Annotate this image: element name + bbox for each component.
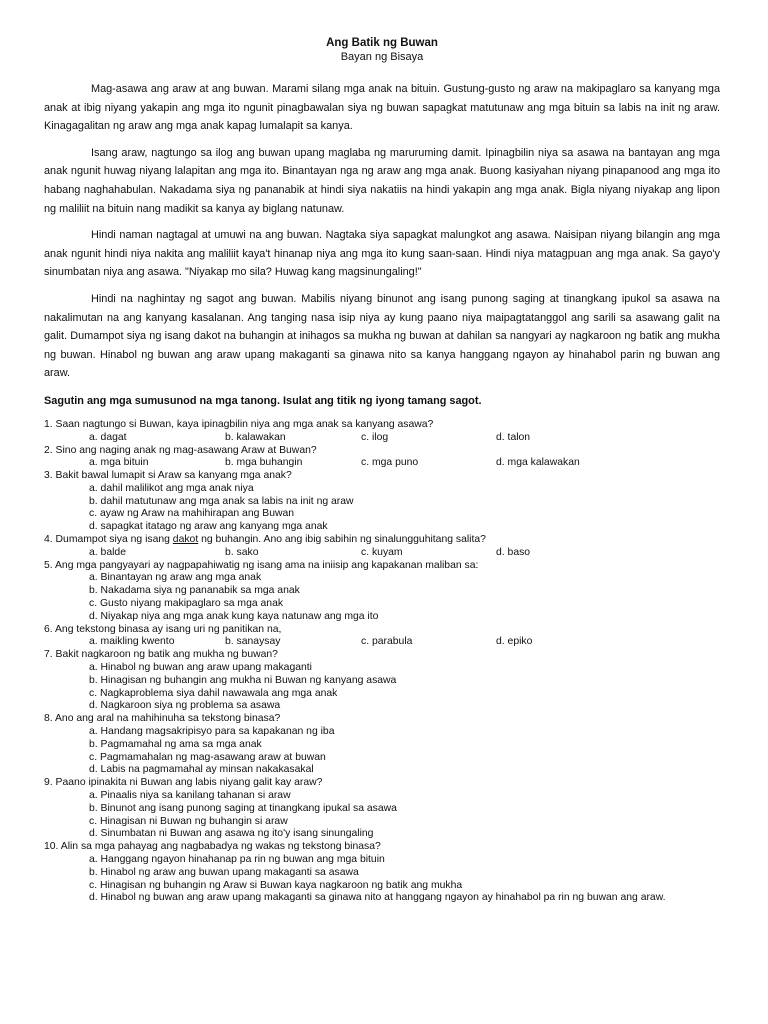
option-c: c. kuyam xyxy=(361,546,403,558)
option-c: c. Hinagisan ni Buwan ng buhangin si araw xyxy=(89,815,288,827)
option-d: d. Niyakap niya ang mga anak kung kaya natunaw ang mga ito xyxy=(89,610,379,622)
option-a: a. Hanggang ngayon hinahanap pa rin ng buwan ang mga bituin xyxy=(89,854,385,865)
option-a: a. Pinaalis niya sa kanilang tahanan si araw xyxy=(89,790,291,802)
question-2: 2. Sino ang naging anak ng mag-asawang Araw at Buwan? xyxy=(44,444,317,456)
option-d: d. Hinabol ng buwan ang araw upang makaganti sa ginawa nito at hanggang ngayon ay hinahabol pa rin ng buwan ang araw. xyxy=(89,892,666,904)
question-4-text-after: ng buhangin. Ano ang ibig sabihin ng sinalungguhitang salita? xyxy=(198,534,486,546)
option-a: a. maikling kwento xyxy=(89,636,175,648)
question-1-options xyxy=(44,432,720,445)
option-a: a. dagat xyxy=(89,431,127,443)
option-b: b. sanaysay xyxy=(225,636,281,648)
option-d: d. epiko xyxy=(496,636,533,648)
option-c: c. mga puno xyxy=(361,457,419,469)
question-9: 9. Paano ipinakita ni Buwan ang labis niyang galit kay araw? xyxy=(44,777,323,789)
question-4-text-before: 4. Dumampot siya ng isang xyxy=(44,534,173,546)
option-a: a. dahil malilikot ang mga anak niya xyxy=(89,482,254,494)
question-4-options xyxy=(44,547,720,560)
option-d: d. sapagkat itatago ng araw ang kanyang mga anak xyxy=(89,521,328,533)
question-8: 8. Ano ang aral na mahihinuha sa tekstong binasa? xyxy=(44,713,281,725)
story-paragraph-1: Mag-asawa ang araw at ang buwan. Marami silang mga anak na bituin. Gustung-gusto ng araw na makipaglaro sa kanyang mga anak at ibig niyang yakapin ang mga ito ngunit pinagbawalan siya ng buwan sapagkat matutunaw ang mga bituin sa labis na init ng araw. Kinagagalitan ng araw ang mga anak kapag lumalapit sa kanya. xyxy=(44,83,720,133)
option-b: b. Pagmamahal ng ama sa mga anak xyxy=(89,738,262,750)
underlined-word: dakot xyxy=(172,534,199,546)
option-d: d. baso xyxy=(496,546,531,558)
option-b: b. kalawakan xyxy=(225,431,286,443)
question-2-options xyxy=(44,457,720,470)
option-c: c. ayaw ng Araw na mahihirapan ang Buwan xyxy=(89,508,295,520)
question-list xyxy=(44,419,720,905)
option-d: d. mga kalawakan xyxy=(496,457,580,469)
option-b: b. Nakadama siya ng pananabik sa mga anak xyxy=(89,585,300,597)
option-b: b. dahil matutunaw ang mga anak sa labis na init ng araw xyxy=(89,495,354,507)
question-7: 7. Bakit nagkaroon ng batik ang mukha ng buwan? xyxy=(44,649,278,661)
document-subtitle: Bayan ng Bisaya xyxy=(340,51,424,63)
question-3: 3. Bakit bawal lumapit si Araw sa kanyang mga anak? xyxy=(44,470,292,482)
option-c: c. Hinagisan ng buhangin ng Araw si Buwan kaya nagkaroon ng batik ang mukha xyxy=(89,879,463,891)
question-6: 6. Ang tekstong binasa ay isang uri ng panitikan na, xyxy=(44,623,282,635)
option-b: b. Hinagisan ng buhangin ang mukha ni Buwan ng kanyang asawa xyxy=(89,674,397,686)
option-a: a. Hinabol ng buwan ang araw upang makaganti xyxy=(89,662,312,674)
option-c: c. Gusto niyang makipaglaro sa mga anak xyxy=(89,598,284,610)
option-b: b. Binunot ang isang punong saging at tinangkang ipukal sa asawa xyxy=(89,802,397,814)
question-5: 5. Ang mga pangyayari ay nagpapahiwatig ng isang ama na iniisip ang kapakanan maliban sa: xyxy=(44,559,479,571)
option-c: c. ilog xyxy=(361,431,389,443)
option-a: a. Binantayan ng araw ang mga anak xyxy=(89,572,262,584)
option-a: a. mga bituin xyxy=(89,457,149,469)
option-c: c. Nagkaproblema siya dahil nawawala ang mga anak xyxy=(89,687,338,699)
option-a: a. Handang magsakripisyo para sa kapakanan ng iba xyxy=(89,726,335,738)
document-title: Ang Batik ng Buwan xyxy=(326,37,438,49)
story-paragraph-2: Isang araw, nagtungo sa ilog ang buwan upang maglaba ng maruruming damit. Ipinagbilin niya sa asawa na bantayan ang mga anak ngunit huwag niyang lalapitan ang mga ito. Binantayan nga ng araw ang mga anak. Buong kasiyahan niyang pinapanood ang mga ito habang naghahabulan. Nakadama siya ng pananabik at hindi siya nakatiis na hindi yakapin ang mga anak. Bigla niyang niyakap ang lipon ng maliliit na bituin nang madikit sa kanya ay biglang natunaw. xyxy=(44,146,720,215)
option-c: c. Pagmamahalan ng mag-asawang araw at buwan xyxy=(89,751,326,763)
quiz-instructions: Sagutin ang mga sumusunod na mga tanong. Isulat ang titik ng iyong tamang sagot. xyxy=(44,394,482,407)
option-b: b. mga buhangin xyxy=(225,457,303,469)
question-10: 10. Alin sa mga pahayag ang nagbabadya ng wakas ng tekstong binasa? xyxy=(44,841,381,853)
story-paragraph-4: Hindi na naghintay ng sagot ang buwan. Mabilis niyang binunot ang isang punong saging at tinangkang ipukol sa asawa na nakalimutan na ang kanyang kasalanan. Ang tanging nasa isip niya ay kung paano niya maipagtatanggol ang sarili sa asawang galit na galit. Dumampot siya ng isang dakot na buhangin at inihagos sa mukha ng buwan at dahilan sa nangyari ay nagkaroon ng batik ang mukha ng buwan. Hinabol ng buwan ang araw upang makaganti sa ginawa nito sa kanya hanggang ngayon ay hinahabol parin ng buwan ang araw. xyxy=(44,292,720,380)
option-b: b. sako xyxy=(225,546,259,558)
question-6-options xyxy=(44,636,720,649)
story-paragraph-3: Hindi naman nagtagal at umuwi na ang buwan. Nagtaka siya sapagkat malungkot ang asawa. Naisipan niyang bilangin ang mga anak ngunit hindi niya nakita ang maliliit kaya't hinanap niya ang mga ito kung saan-saan. Hindi niya matagpuan ang mga anak. Sa gayo'y sinumbatan niya ang asawa. "Niyakap mo sila? Huwag kang magsinungaling!" xyxy=(44,229,720,279)
option-d: d. Sinumbatan ni Buwan ang asawa ng ito'y isang sinungaling xyxy=(89,828,374,840)
option-a: a. balde xyxy=(89,546,126,558)
question-4 xyxy=(44,534,720,547)
option-b: b. Hinabol ng araw ang buwan upang makaganti sa asawa xyxy=(89,866,359,878)
option-c: c. parabula xyxy=(361,636,413,648)
option-d: d. talon xyxy=(496,431,531,443)
option-d: d. Nagkaroon siya ng problema sa asawa xyxy=(89,700,281,712)
question-1: 1. Saan nagtungo si Buwan, kaya ipinagbilin niya ang mga anak sa kanyang asawa? xyxy=(44,418,434,430)
option-d: d. Labis na pagmamahal ay minsan nakakasakal xyxy=(89,764,314,776)
